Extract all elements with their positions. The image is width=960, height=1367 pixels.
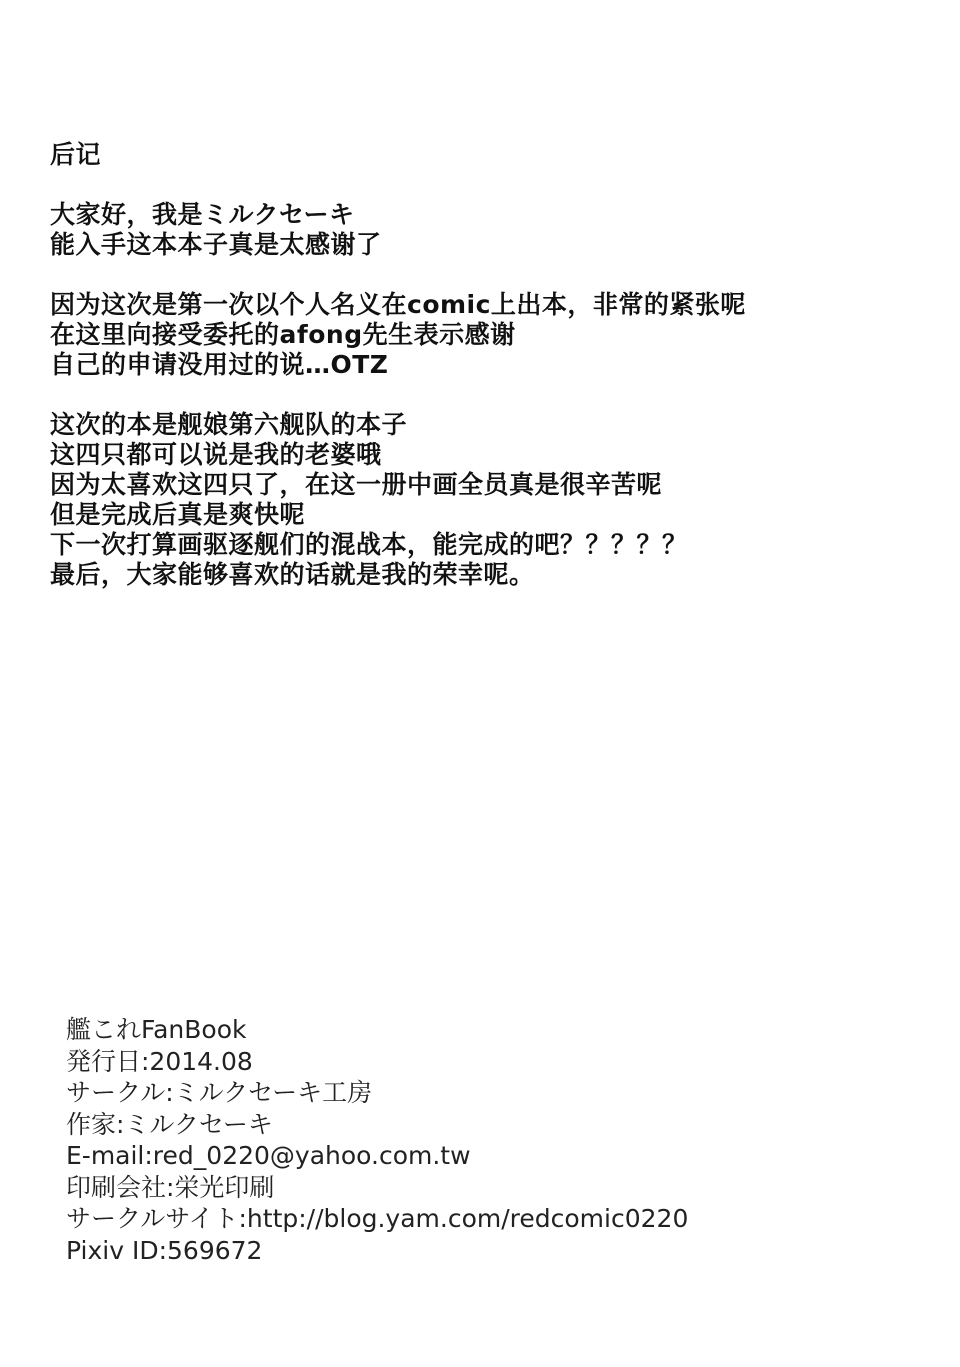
afterword-line: 这四只都可以说是我的老婆哦	[50, 440, 382, 469]
colophon	[66, 1014, 906, 1266]
afterword-line: 自己的申请没用过的说…OTZ	[50, 350, 389, 379]
afterword-line: 因为这次是第一次以个人名义在comic上出本，非常的紧张呢	[50, 290, 746, 319]
afterword-line: 因为太喜欢这四只了，在这一册中画全员真是很辛苦呢	[50, 470, 663, 499]
afterword-line: 在这里向接受委托的afong先生表示感谢	[50, 320, 516, 349]
afterword-paragraph-content	[50, 410, 910, 590]
afterword-line: 最后，大家能够喜欢的话就是我的荣幸呢。	[50, 560, 535, 589]
colophon-title: 艦これFanBook	[66, 1015, 247, 1044]
afterword-paragraph-greeting	[50, 200, 910, 260]
colophon-pixiv-id: Pixiv ID:569672	[66, 1235, 263, 1265]
colophon-email: E-mail:red_0220@yahoo.com.tw	[66, 1141, 471, 1170]
colophon-website: サークルサイト:http://blog.yam.com/redcomic0220	[66, 1204, 689, 1233]
colophon-author: 作家:ミルクセーキ	[66, 1109, 273, 1139]
afterword-line: 这次的本是舰娘第六舰队的本子	[50, 410, 408, 439]
colophon-publish-date: 発行日:2014.08	[66, 1046, 253, 1076]
afterword-line: 大家好，我是ミルクセーキ	[50, 200, 355, 229]
colophon-circle: サークル:ミルクセーキ工房	[66, 1078, 373, 1107]
colophon-printer: 印刷会社:栄光印刷	[66, 1172, 275, 1202]
afterword-heading: 后记	[50, 140, 102, 169]
afterword-section	[50, 140, 910, 620]
afterword-line: 下一次打算画驱逐舰们的混战本，能完成的吧？？？？？	[50, 530, 688, 559]
afterword-line: 能入手这本本子真是太感谢了	[50, 230, 382, 259]
afterword-line: 但是完成后真是爽快呢	[50, 500, 306, 529]
afterword-paragraph-thanks	[50, 290, 910, 380]
